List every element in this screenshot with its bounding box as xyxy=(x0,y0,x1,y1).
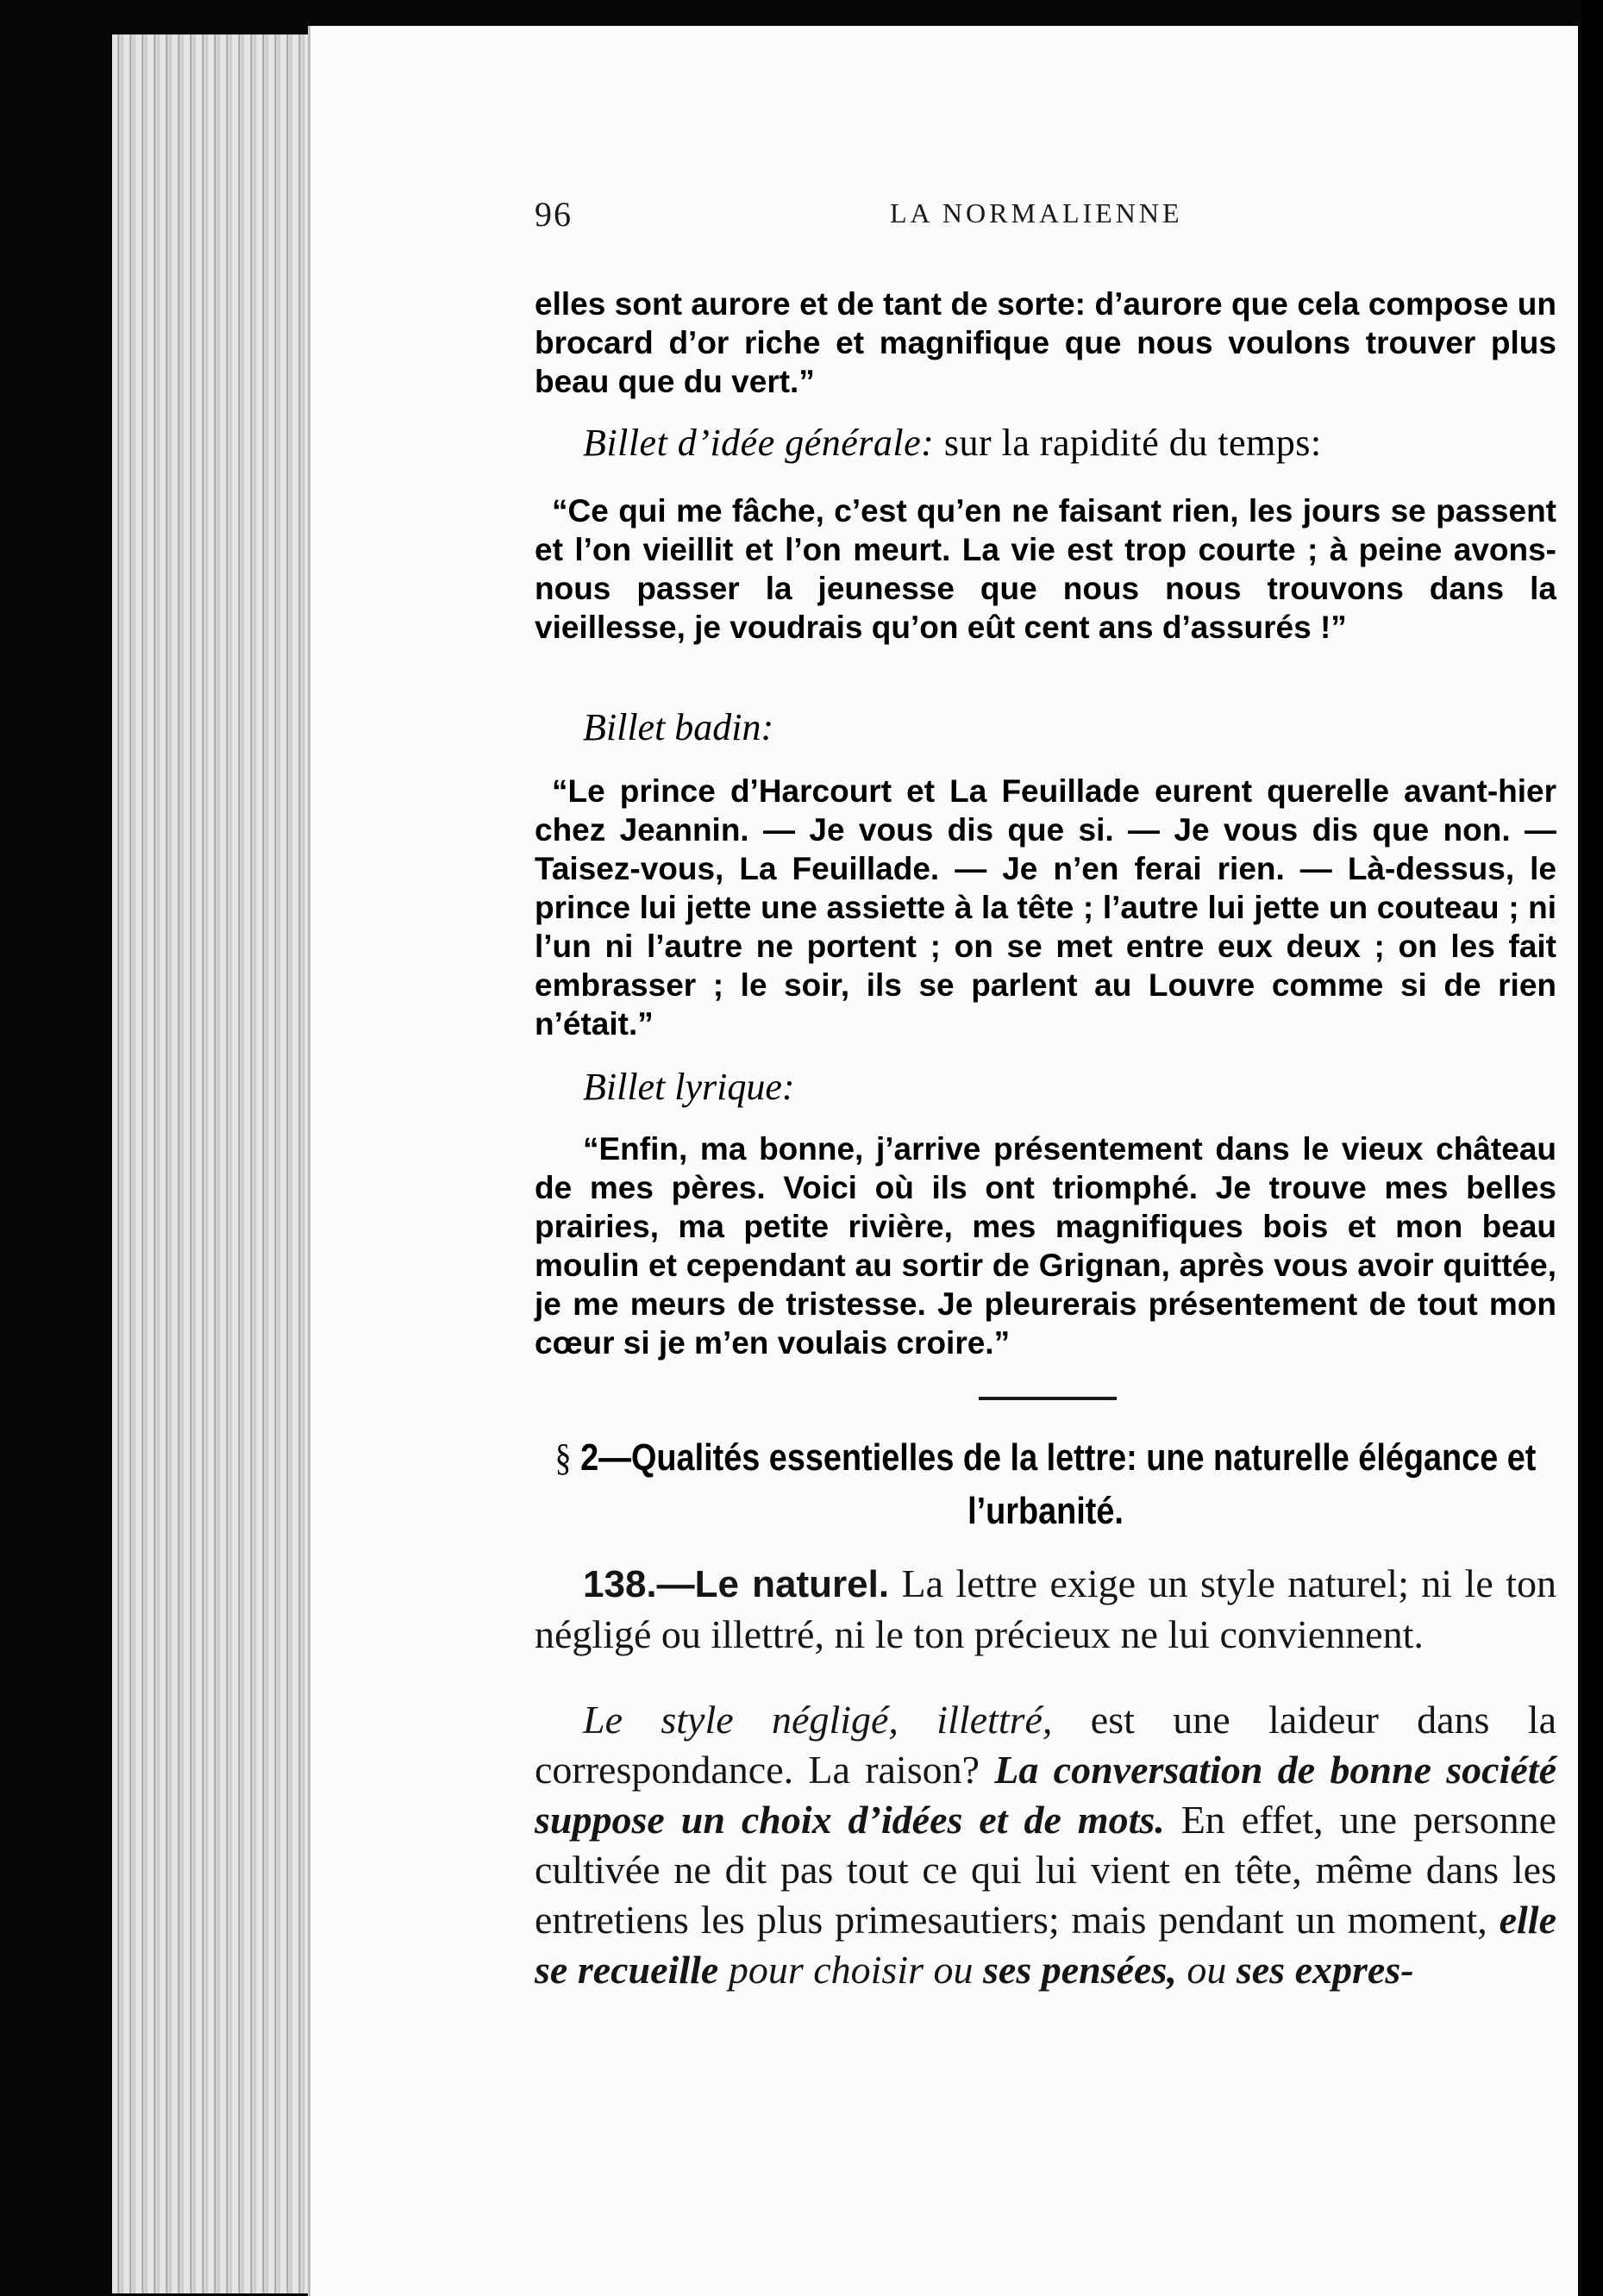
paragraph-continuation: elles sont aurore et de tant de sorte: d’aurore que cela compose un brocard d’or riche et magnifique que nous voulons trouver plus beau que du vert.” xyxy=(535,286,1556,399)
billet-heading-idee-generale xyxy=(583,421,1557,465)
paragraph-style-neglige xyxy=(535,1695,1556,1995)
billet-heading-lyrique: Billet lyrique: xyxy=(583,1066,795,1108)
billet-text-badin: “Le prince d’Harcourt et La Feuillade eurent querelle avant-hier chez Jeannin. — Je vous dis que si. — Je vous dis que non. — Taisez-vous, La Feuillade. — Je n’en ferai rien. — Là-dessus, le prince lui jette une assiette à la tête ; l’autre lui jette un couteau ; ni l’un ni l’autre ne portent ; on se met entre eux deux ; on les fait embrasser ; le soir, ils se parlent au Louvre comme si de rien n’était.” xyxy=(535,773,1556,1042)
billet-heading-rest: sur la rapidité du temps: xyxy=(934,422,1322,464)
section-title: 2—Qualités essentielles de la lettre: une naturelle élégance et l’urbanité. xyxy=(580,1436,1537,1532)
paragraph-138-text: La lettre exige un style naturel; ni le ton négligé ou illettré, ni le ton précieux ne lui conviennent. xyxy=(535,1561,1556,1656)
text-en-effet: En effet, une personne cultivée ne dit pas tout ce qui lui vient en tête, même dans les entretiens les plus primesautiers; mais pendant un moment, xyxy=(535,1798,1556,1942)
billet-heading-badin: Billet badin: xyxy=(583,706,774,748)
emphasis-recueille: elle se recueille xyxy=(535,1898,1556,1992)
emphasis-conversation: La conversation de bonne société suppose un choix d’idées et de mots. xyxy=(535,1748,1556,1842)
text-ou: ou xyxy=(1176,1948,1237,1992)
emphasis-expressions: ses expres- xyxy=(1236,1948,1414,1992)
billet-text-idee-generale: “Ce qui me fâche, c’est qu’en ne faisant rien, les jours se passent et l’on vieillit et l’on meurt. La vie est trop courte ; à peine avons-nous passer la jeunesse que nous nous trouvons dans la vieillesse, je voudrais qu’on eût cent ans d’assurés !” xyxy=(535,493,1556,645)
text-pour-choisir: pour choisir ou xyxy=(718,1948,983,1992)
page-number: 96 xyxy=(535,195,573,234)
emphasis-pensees: ses pensées, xyxy=(983,1948,1177,1992)
emphasis-style-neglige: Le style négligé, illettré, xyxy=(583,1698,1053,1742)
section-heading xyxy=(535,1431,1556,1538)
paragraph-138 xyxy=(535,1559,1556,1660)
scan-border-right xyxy=(1582,0,1603,2296)
paragraph-138-lead: 138.—Le naturel. xyxy=(583,1563,890,1605)
running-title: LA NORMALIENNE xyxy=(890,197,1183,228)
billet-text-lyrique: “Enfin, ma bonne, j’arrive présentement dans le vieux château de mes pères. Voici où ils ont triomphé. Je trouve mes belles prairies, ma petite rivière, mes magnifiques bois et mon beau moulin et cependant au sortir de Grignan, après vous avoir quittée, je me meurs de tristesse. Je pleurerais présentement de tout mon cœur si je m’en voulais croire.” xyxy=(535,1131,1556,1361)
section-mark: § xyxy=(554,1436,572,1479)
book-page-edges xyxy=(112,34,319,2293)
section-divider xyxy=(979,1397,1117,1400)
text-laideur: est une laideur dans la correspondance. La raison? xyxy=(535,1698,1557,1792)
billet-heading-italic: Billet d’idée générale: xyxy=(583,422,935,464)
running-head xyxy=(535,194,1552,237)
